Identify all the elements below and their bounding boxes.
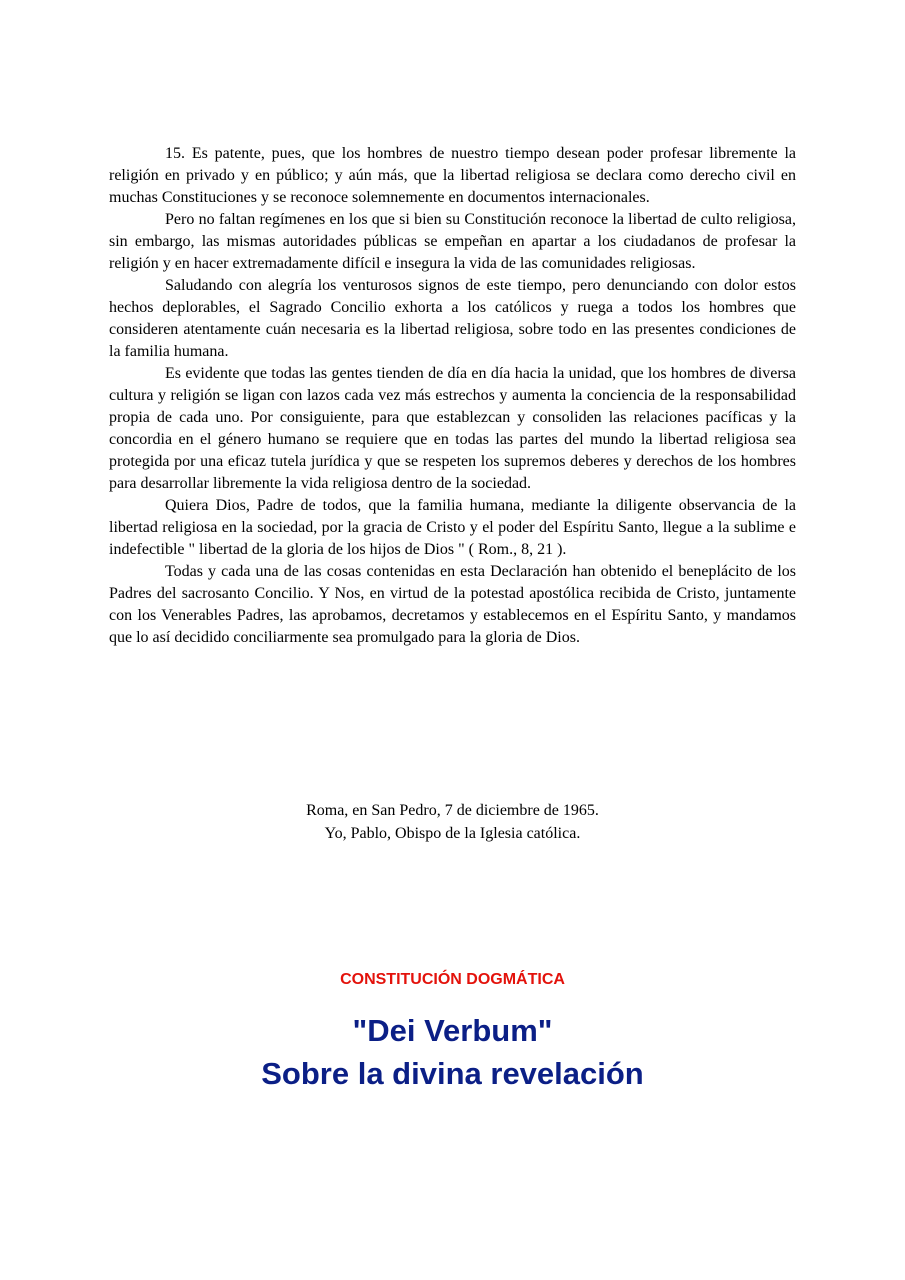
paragraph-council-exhortation: Saludando con alegría los venturosos signos de este tiempo, pero denunciando con dolor estos hechos deplorables, el Sagrado Concilio exhorta a los católicos y ruega a todos los hombres que consideren atentamente cuán necesaria es la libertad religiosa, sobre todo en las presentes condiciones de la familia humana.: [109, 277, 796, 360]
paragraph-regimes: Pero no faltan regímenes en los que si bien su Constitución reconoce la libertad de culto religiosa, sin embargo, las mismas autoridades públicas se empeñan en apartar a los ciudadanos de profesar la religión y en hacer extremadamente difícil e insegura la vida de las comunidades religiosas.: [109, 211, 796, 272]
signature-block: [0, 799, 905, 845]
signature-signer: Yo, Pablo, Obispo de la Iglesia católica.: [324, 825, 581, 842]
section-title: [0, 1009, 905, 1095]
paragraph-15-intro: 15. Es patente, pues, que los hombres de nuestro tiempo desean poder profesar libremente la religión en privado y en público; y aún más, que la libertad religiosa se declara como derecho civil en muchas Constituciones y se reconoce solemnemente en documentos internacionales.: [109, 145, 796, 206]
section-label: CONSTITUCIÓN DOGMÁTICA: [340, 971, 565, 988]
paragraph-prayer: Quiera Dios, Padre de todos, que la familia humana, mediante la diligente observancia de la libertad religiosa en la sociedad, por la gracia de Cristo y el poder del Espíritu Santo, llegue a la sublime e indefectible " libertad de la gloria de los hijos de Dios " ( Rom., 8, 21 ).: [109, 497, 796, 558]
paragraph-approval: Todas y cada una de las cosas contenidas en esta Declaración han obtenido el beneplácito de los Padres del sacrosanto Concilio. Y Nos, en virtud de la potestad apostólica recibida de Cristo, juntamente con los Venerables Padres, las aprobamos, decretamos y establecemos en el Espíritu Santo, y mandamos que lo así decidido conciliarmente sea promulgado para la gloria de Dios.: [109, 563, 796, 646]
section-title-line1: "Dei Verbum": [352, 1013, 553, 1048]
document-body: [109, 143, 796, 649]
signature-place-date: Roma, en San Pedro, 7 de diciembre de 1965.: [306, 802, 599, 819]
paragraph-unity: Es evidente que todas las gentes tienden de día en día hacia la unidad, que los hombres de diversa cultura y religión se ligan con lazos cada vez más estrechos y aumenta la conciencia de la responsabilidad propia de cada uno. Por consiguiente, para que establezcan y consoliden las relaciones pacíficas y la concordia en el género humano se requiere que en todas las partes del mundo la libertad religiosa sea protegida por una eficaz tutela jurídica y que se respeten los supremos deberes y derechos de los hombres para desarrollar libremente la vida religiosa dentro de la sociedad.: [109, 365, 796, 492]
section-title-line2: Sobre la divina revelación: [261, 1056, 644, 1091]
